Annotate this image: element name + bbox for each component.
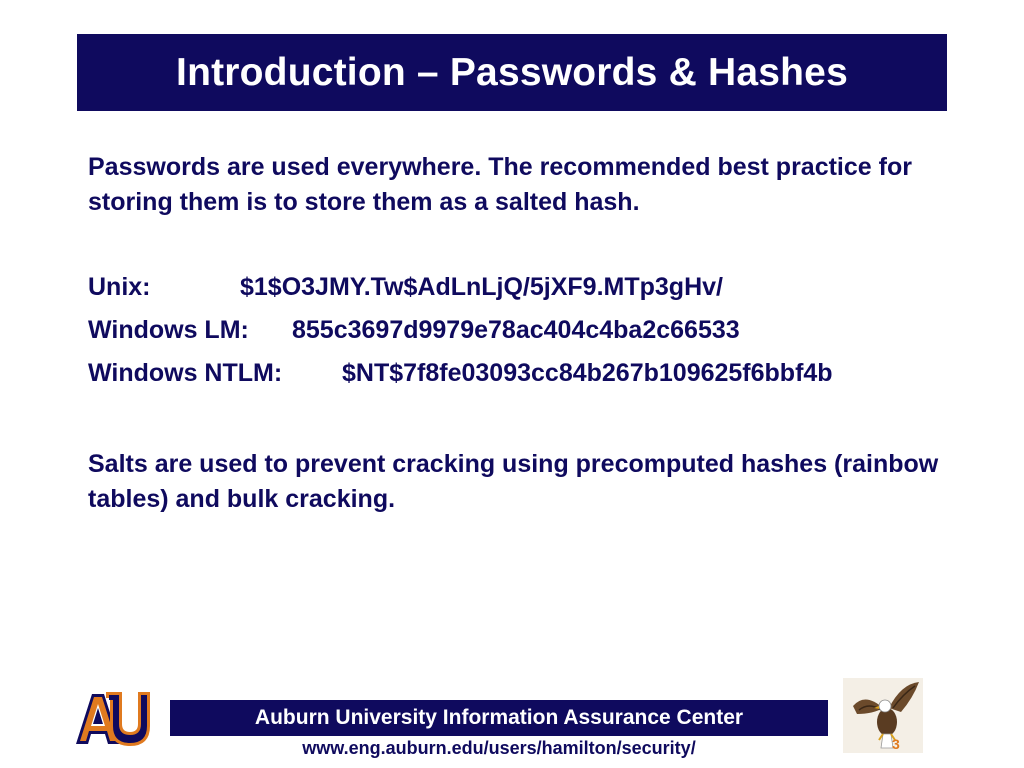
hash-value-unix: $1$O3JMY.Tw$AdLnLjQ/5jXF9.MTp3gHv/ xyxy=(240,273,723,301)
hash-label-unix: Unix: xyxy=(88,273,151,301)
hash-value-windows-ntlm: $NT$7f8fe03093cc84b267b109625f6bbf4b xyxy=(342,359,833,387)
hash-value-windows-lm: 855c3697d9979e78ac404c4ba2c66533 xyxy=(292,316,740,344)
hash-examples xyxy=(88,266,968,395)
slide-title: Introduction – Passwords & Hashes xyxy=(176,50,848,94)
auburn-au-logo-icon xyxy=(72,688,150,748)
hash-row-unix xyxy=(88,266,968,309)
footer-url: www.eng.auburn.edu/users/hamilton/security/ xyxy=(302,738,696,758)
hash-row-windows-ntlm xyxy=(88,352,968,395)
footer-center-name: Auburn University Information Assurance Center xyxy=(254,706,744,729)
hash-label-windows-ntlm: Windows NTLM: xyxy=(88,359,283,387)
eagle-mascot-icon xyxy=(843,678,923,753)
title-bar xyxy=(77,34,947,111)
slide-body xyxy=(88,150,968,517)
salts-paragraph: Salts are used to prevent cracking using precomputed hashes (rainbow tables) and bulk cracking. xyxy=(88,450,939,513)
page-number: 3 xyxy=(892,736,900,752)
hash-row-windows-lm xyxy=(88,309,968,352)
intro-paragraph: Passwords are used everywhere. The recommended best practice for storing them is to store them as a salted hash. xyxy=(88,153,912,216)
hash-label-windows-lm: Windows LM: xyxy=(88,316,249,344)
footer-bar xyxy=(170,700,828,736)
